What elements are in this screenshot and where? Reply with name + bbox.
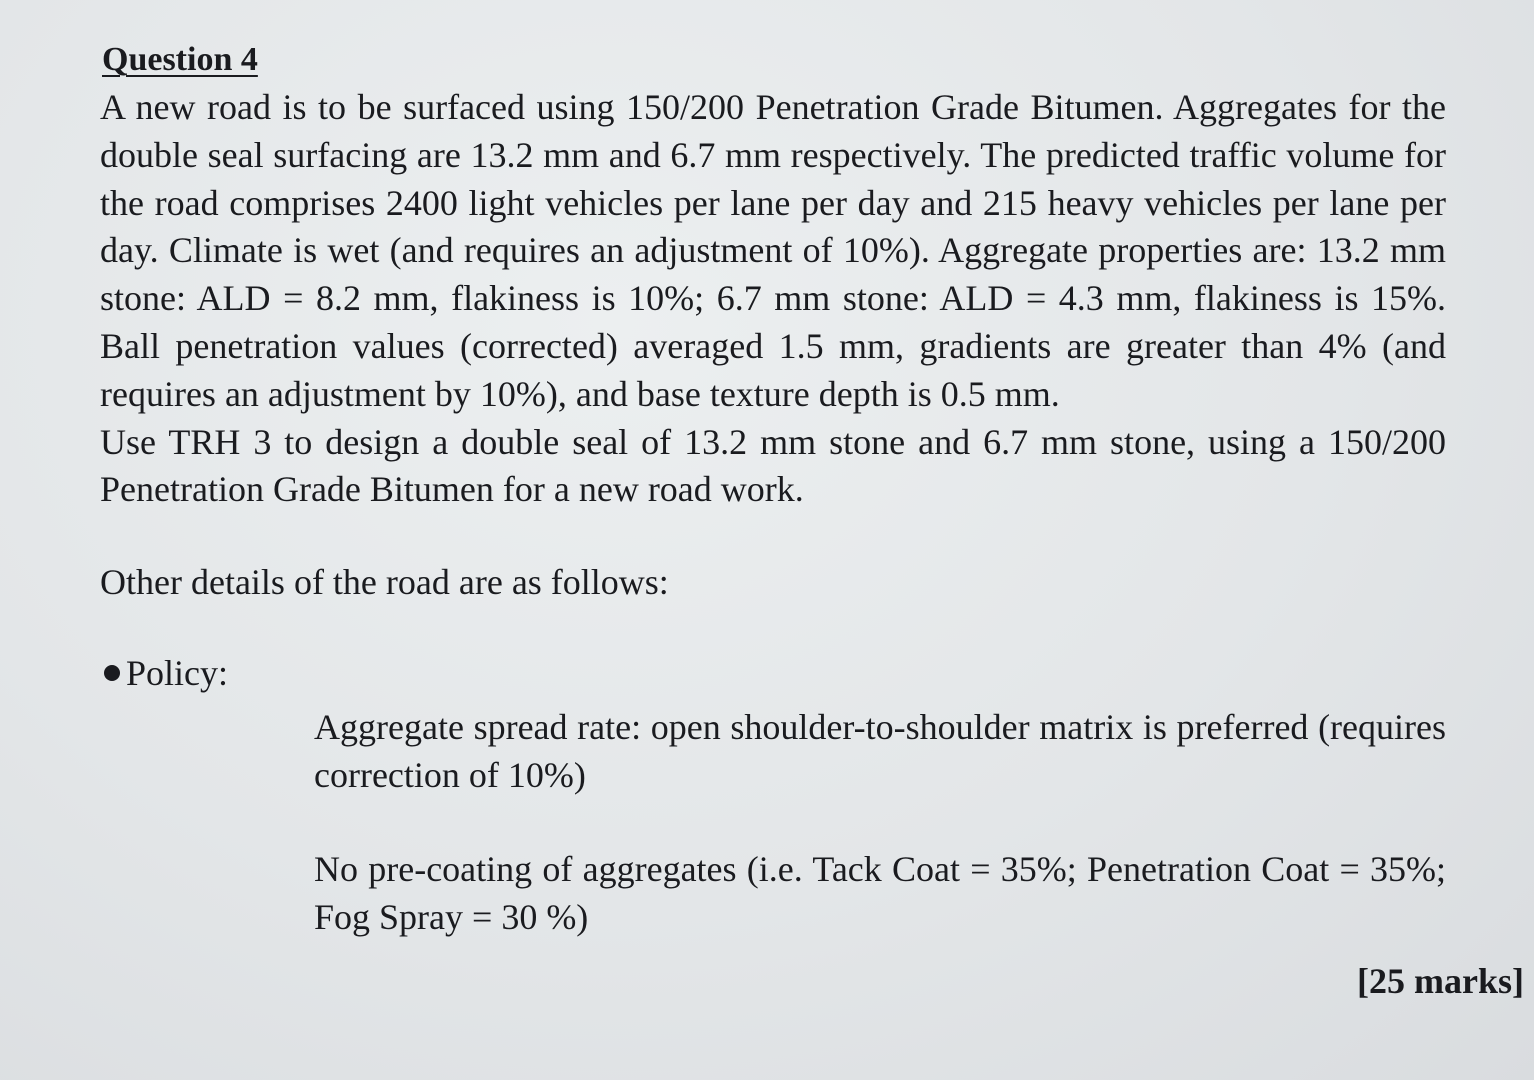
question-title: Question 4 [102,41,258,78]
policy-label: Policy: [126,652,229,693]
policy-heading [100,650,1446,697]
bullet-icon [104,665,120,681]
instruction-text: Use TRH 3 to design a double seal of 13.2 mm stone and 6.7 mm stone, using a 150/200 Penetration Grade Bitumen for a new road work. [100,421,1446,509]
policy-item-spread-rate: Aggregate spread rate: open shoulder-to-shoulder matrix is preferred (requires correction of 10%) [314,706,1446,795]
question-document [100,40,1446,941]
marks-label: [25 marks] [1357,961,1524,1001]
policy-item-pre-coating: No pre-coating of aggregates (i.e. Tack Coat = 35%; Penetration Coat = 35%; Fog Spray = 30 %) [314,848,1446,937]
question-paragraph: A new road is to be surfaced using 150/200 Penetration Grade Bitumen. Aggregates for the double seal surfacing are 13.2 mm and 6.7 mm respectively. The predicted traffic volume for the road comprises 2400 light vehicles per lane per day and 215 heavy vehicles per lane per day. Climate is wet (and requires an adjustment of 10%). Aggregate properties are: 13.2 mm stone: ALD = 8.2 mm, flakiness is 10%; 6.7 mm stone: ALD = 4.3 mm, flakiness is 15%. Ball penetration values (corrected) averaged 1.5 mm, gradients are greater than 4% (and requires an adjustment by 10%), and base texture depth is 0.5 mm. [100,87,1446,414]
other-details-text: Other details of the road are as follows: [100,561,669,602]
